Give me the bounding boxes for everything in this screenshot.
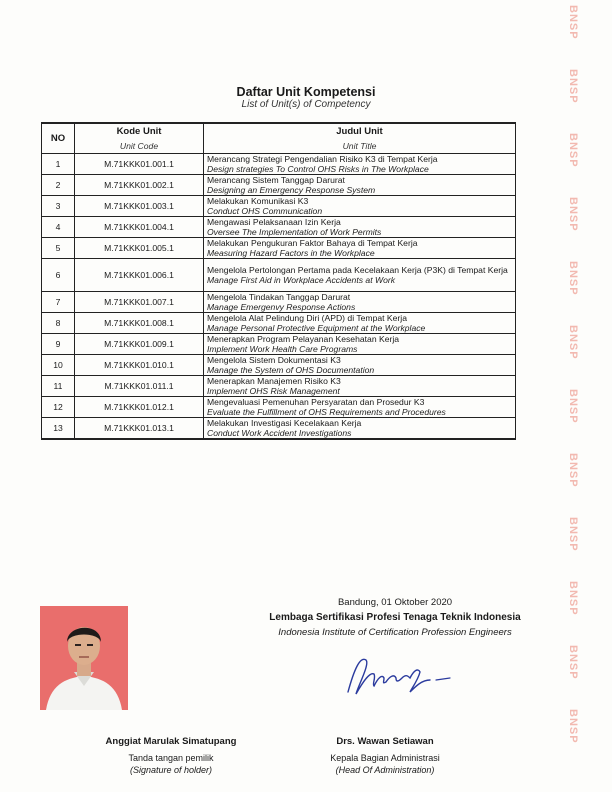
unit-title: Merancang Strategi Pengendalian Risiko K3 di Tempat Kerja — [207, 154, 438, 164]
table-row — [42, 313, 516, 334]
watermark-text: BNSP — [567, 261, 579, 296]
unit-code: M.71KKK01.008.1 — [75, 313, 204, 334]
unit-title-en: Conduct Work Accident Investigations — [207, 428, 352, 438]
header-unit-title: Judul Unit — [204, 123, 516, 139]
unit-title-cell — [204, 355, 516, 376]
unit-title-cell — [204, 196, 516, 217]
unit-title: Mengelola Tindakan Tanggap Darurat — [207, 292, 351, 302]
watermark-text: BNSP — [567, 709, 579, 744]
watermark-text: BNSP — [567, 325, 579, 360]
unit-title: Melakukan Komunikasi K3 — [207, 196, 309, 206]
document-subtitle: List of Unit(s) of Competency — [241, 99, 371, 110]
unit-title-cell — [204, 175, 516, 196]
unit-title: Merancang Sistem Tanggap Darurat — [207, 175, 345, 185]
unit-title-en: Design strategies To Control OHS Risks in The Workplace — [207, 164, 429, 174]
watermark-text: BNSP — [567, 133, 579, 168]
organization-name-en: Indonesia Institute of Certification Profession Engineers — [278, 627, 512, 638]
table-row — [42, 196, 516, 217]
bnsp-watermark — [558, 0, 588, 792]
unit-title: Mengawasi Pelaksanaan Izin Kerja — [207, 217, 341, 227]
city-date: Bandung, 01 Oktober 2020 — [337, 597, 453, 608]
row-number: 1 — [42, 154, 75, 175]
unit-title-cell — [204, 397, 516, 418]
row-number: 6 — [42, 259, 75, 292]
document-title: Daftar Unit Kompetensi — [236, 85, 376, 99]
unit-title: Menerapkan Program Pelayanan Kesehatan Kerja — [207, 334, 400, 344]
unit-code: M.71KKK01.012.1 — [75, 397, 204, 418]
watermark-text: BNSP — [567, 581, 579, 616]
unit-code: M.71KKK01.011.1 — [75, 376, 204, 397]
unit-title-cell — [204, 154, 516, 175]
holder-signature-label-en: (Signature of holder) — [129, 765, 213, 775]
unit-title: Mengevaluasi Pemenuhan Persyaratan dan Prosedur K3 — [207, 397, 425, 407]
unit-title-cell — [204, 217, 516, 238]
unit-title-en: Evaluate the Fulfillment of OHS Requirements and Procedures — [207, 407, 446, 417]
unit-title-en: Designing an Emergency Response System — [207, 185, 376, 195]
row-number: 5 — [42, 238, 75, 259]
admin-position-en: (Head Of Administration) — [335, 765, 435, 775]
row-number: 10 — [42, 355, 75, 376]
unit-title-cell — [204, 376, 516, 397]
unit-code: M.71KKK01.010.1 — [75, 355, 204, 376]
header-unit-code: Kode Unit — [75, 123, 204, 139]
unit-code: M.71KKK01.002.1 — [75, 175, 204, 196]
watermark-text: BNSP — [567, 453, 579, 488]
unit-title-cell — [204, 238, 516, 259]
unit-title: Menerapkan Manajemen Risiko K3 — [207, 376, 341, 386]
table-row — [42, 238, 516, 259]
unit-code: M.71KKK01.005.1 — [75, 238, 204, 259]
watermark-text: BNSP — [567, 69, 579, 104]
unit-title-cell — [204, 313, 516, 334]
row-number: 12 — [42, 397, 75, 418]
header-no: NO — [42, 123, 75, 154]
row-number: 11 — [42, 376, 75, 397]
row-number: 3 — [42, 196, 75, 217]
header-unit-code-en: Unit Code — [75, 139, 204, 154]
row-number: 2 — [42, 175, 75, 196]
competency-table — [41, 122, 516, 440]
unit-title-cell — [204, 418, 516, 440]
table-row — [42, 334, 516, 355]
unit-title: Melakukan Pengukuran Faktor Bahaya di Tempat Kerja — [207, 238, 418, 248]
row-number: 7 — [42, 292, 75, 313]
unit-code: M.71KKK01.004.1 — [75, 217, 204, 238]
row-number: 4 — [42, 217, 75, 238]
unit-title-cell — [204, 259, 516, 292]
table-row — [42, 418, 516, 440]
table-row — [42, 259, 516, 292]
admin-signature — [340, 650, 460, 700]
admin-position: Kepala Bagian Administrasi — [330, 753, 440, 763]
holder-photo — [40, 606, 128, 710]
table-row — [42, 376, 516, 397]
unit-code: M.71KKK01.006.1 — [75, 259, 204, 292]
unit-title-en: Manage First Aid in Workplace Accidents at Work — [207, 275, 396, 285]
unit-title-cell — [204, 292, 516, 313]
unit-title-en: Implement OHS Risk Management — [207, 386, 340, 396]
unit-code: M.71KKK01.003.1 — [75, 196, 204, 217]
table-row — [42, 292, 516, 313]
table-row — [42, 355, 516, 376]
holder-photo-portrait — [40, 606, 128, 710]
unit-title-en: Manage Personal Protective Equipment at the Workplace — [207, 323, 426, 333]
table-row — [42, 154, 516, 175]
watermark-text: BNSP — [567, 517, 579, 552]
unit-title-en: Conduct OHS Communication — [207, 206, 323, 216]
table-row — [42, 397, 516, 418]
watermark-text: BNSP — [567, 645, 579, 680]
holder-signature-label: Tanda tangan pemilik — [128, 753, 214, 763]
table-row — [42, 175, 516, 196]
watermark-text: BNSP — [567, 197, 579, 232]
unit-title: Melakukan Investigasi Kecelakaan Kerja — [207, 418, 362, 428]
unit-title: Mengelola Pertolongan Pertama pada Kecelakaan Kerja (P3K) di Tempat Kerja — [207, 265, 508, 275]
watermark-text: BNSP — [567, 5, 579, 40]
unit-title-en: Measuring Hazard Factors in the Workplace — [207, 248, 375, 258]
table-row — [42, 217, 516, 238]
row-number: 13 — [42, 418, 75, 440]
watermark-text: BNSP — [567, 389, 579, 424]
unit-code: M.71KKK01.009.1 — [75, 334, 204, 355]
unit-title-en: Manage Emergenvy Response Actions — [207, 302, 356, 312]
unit-title-en: Manage the System of OHS Documentation — [207, 365, 375, 375]
unit-code: M.71KKK01.013.1 — [75, 418, 204, 440]
admin-name: Drs. Wawan Setiawan — [336, 736, 434, 747]
unit-code: M.71KKK01.001.1 — [75, 154, 204, 175]
holder-name: Anggiat Marulak Simatupang — [105, 736, 237, 747]
unit-code: M.71KKK01.007.1 — [75, 292, 204, 313]
unit-title-cell — [204, 334, 516, 355]
unit-title: Mengelola Alat Pelindung Diri (APD) di Tempat Kerja — [207, 313, 407, 323]
header-unit-title-en: Unit Title — [204, 139, 516, 154]
unit-title-en: Implement Work Health Care Programs — [207, 344, 358, 354]
unit-title-en: Oversee The Implementation of Work Permits — [207, 227, 382, 237]
organization-name: Lembaga Sertifikasi Profesi Tenaga Teknik Indonesia — [269, 612, 521, 623]
unit-title: Mengelola Sistem Dokumentasi K3 — [207, 355, 341, 365]
row-number: 8 — [42, 313, 75, 334]
row-number: 9 — [42, 334, 75, 355]
